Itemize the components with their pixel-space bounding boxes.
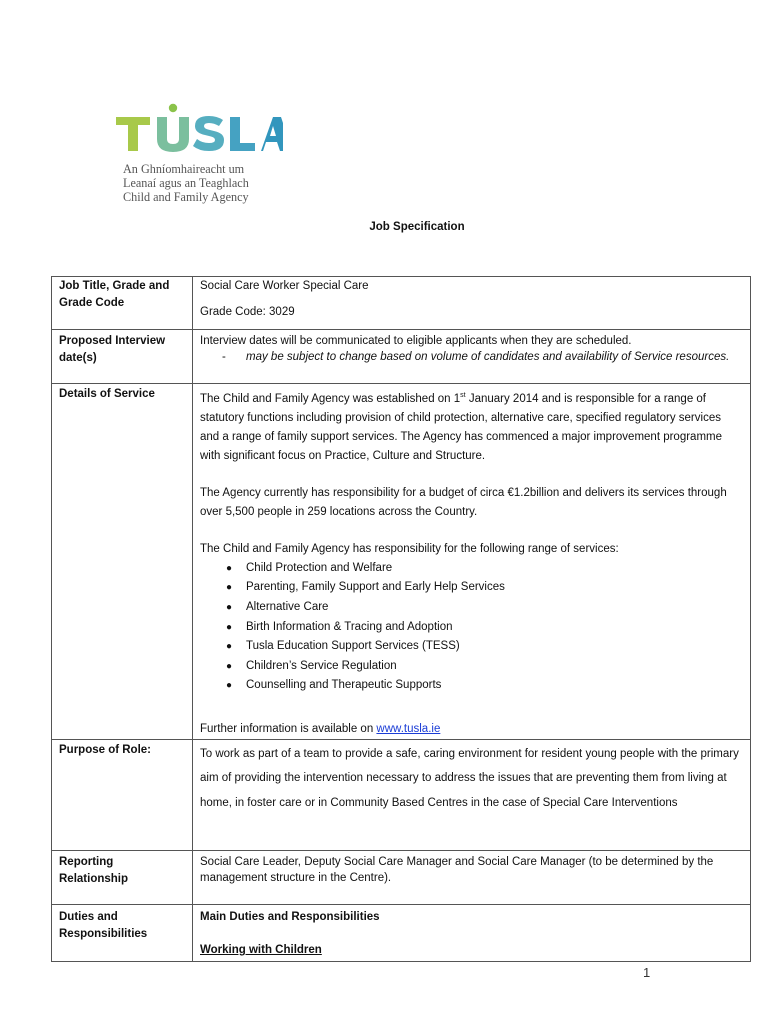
interview-note xyxy=(200,349,743,365)
label-interview: Proposed Interview date(s) xyxy=(52,330,193,384)
label-duties: Duties and Responsibilities xyxy=(52,904,193,961)
further-information xyxy=(200,720,743,739)
tusla-website-link[interactable]: www.tusla.ie xyxy=(376,722,441,735)
list-item xyxy=(200,657,743,677)
row-duties xyxy=(52,904,751,961)
bullet-icon: ● xyxy=(226,582,233,594)
row-interview xyxy=(52,330,751,384)
page-number: 1 xyxy=(643,965,651,980)
document-title: Job Specification xyxy=(369,221,465,233)
bullet-icon: ● xyxy=(226,562,233,574)
value-interview xyxy=(193,330,751,384)
logo-irish-line-1: An Ghníomhaireacht um xyxy=(123,162,245,176)
job-specification-table xyxy=(51,276,751,962)
service-label: Tusla Education Support Services (TESS) xyxy=(246,640,460,653)
interview-note-text: may be subject to change based on volume of candidates and availability of Service resources. xyxy=(246,351,730,363)
list-item xyxy=(200,637,743,657)
label-purpose: Purpose of Role: xyxy=(52,739,193,850)
row-reporting xyxy=(52,850,751,904)
service-label: Child Protection and Welfare xyxy=(246,561,393,574)
duties-subheading: Working with Children xyxy=(200,943,322,956)
further-text: Further information is available on xyxy=(200,722,377,735)
list-item xyxy=(200,676,743,696)
bullet-icon: ● xyxy=(226,660,233,672)
logo-irish-line-2: Leanaí agus an Teaghlach xyxy=(123,176,249,190)
details-p1-sup: st xyxy=(460,392,466,399)
grade-code-text: Grade Code: 3029 xyxy=(200,306,295,318)
duties-heading: Main Duties and Responsibilities xyxy=(200,910,380,923)
details-p1-start: The Child and Family Agency was established on 1 xyxy=(200,392,461,405)
bullet-icon: ● xyxy=(226,680,233,692)
value-job-title xyxy=(193,277,751,330)
details-p1-end: January 2014 and is responsible for a range of statutory functions including provision of child protection, alternative care, specified regulatory services and a range of family support services. The Agency has commenced a major improvement programme with significant focus on Practice, Culture and Structure. xyxy=(200,392,723,462)
label-reporting: Reporting Relationship xyxy=(52,850,193,904)
service-label: Counselling and Therapeutic Supports xyxy=(246,679,442,692)
tusla-logo xyxy=(113,100,283,208)
label-details: Details of Service xyxy=(52,384,193,740)
job-title-text: Social Care Worker Special Care xyxy=(200,280,369,292)
details-paragraph-1 xyxy=(200,386,743,466)
row-purpose xyxy=(52,739,751,850)
list-item xyxy=(200,559,743,579)
services-list xyxy=(200,559,743,696)
value-duties xyxy=(193,904,751,961)
details-paragraph-3: The Child and Family Agency has responsibility for the following range of services: xyxy=(200,542,619,555)
list-item xyxy=(200,618,743,638)
bullet-icon: ● xyxy=(226,602,233,614)
interview-text: Interview dates will be communicated to eligible applicants when they are scheduled. xyxy=(200,335,632,347)
value-details xyxy=(193,384,751,740)
bullet-icon: ● xyxy=(226,641,233,653)
list-item xyxy=(200,598,743,618)
bullet-icon: ● xyxy=(226,621,233,633)
service-label: Birth Information & Tracing and Adoption xyxy=(246,620,453,633)
details-paragraph-2: The Agency currently has responsibility for a budget of circa €1.2billion and delivers its services through over 5,500 people in 259 locations across the Country. xyxy=(200,486,727,518)
logo-english-line: Child and Family Agency xyxy=(123,190,249,204)
service-label: Parenting, Family Support and Early Help Services xyxy=(246,581,505,594)
service-label: Alternative Care xyxy=(246,601,329,614)
list-item xyxy=(200,578,743,598)
label-job-title: Job Title, Grade and Grade Code xyxy=(52,277,193,330)
service-label: Children’s Service Regulation xyxy=(246,659,397,672)
row-job-title xyxy=(52,277,751,330)
value-reporting: Social Care Leader, Deputy Social Care Manager and Social Care Manager (to be determined by the management structure in the Centre). xyxy=(193,850,751,904)
row-details-of-service xyxy=(52,384,751,740)
dash-marker: - xyxy=(222,351,226,363)
value-purpose: To work as part of a team to provide a safe, caring environment for resident young people with the primary aim of providing the intervention necessary to address the issues that are preventing them from living at home, in foster care or in Community Based Centres in the case of Special Care Interventions xyxy=(193,739,751,850)
tusla-wordmark xyxy=(113,100,283,160)
